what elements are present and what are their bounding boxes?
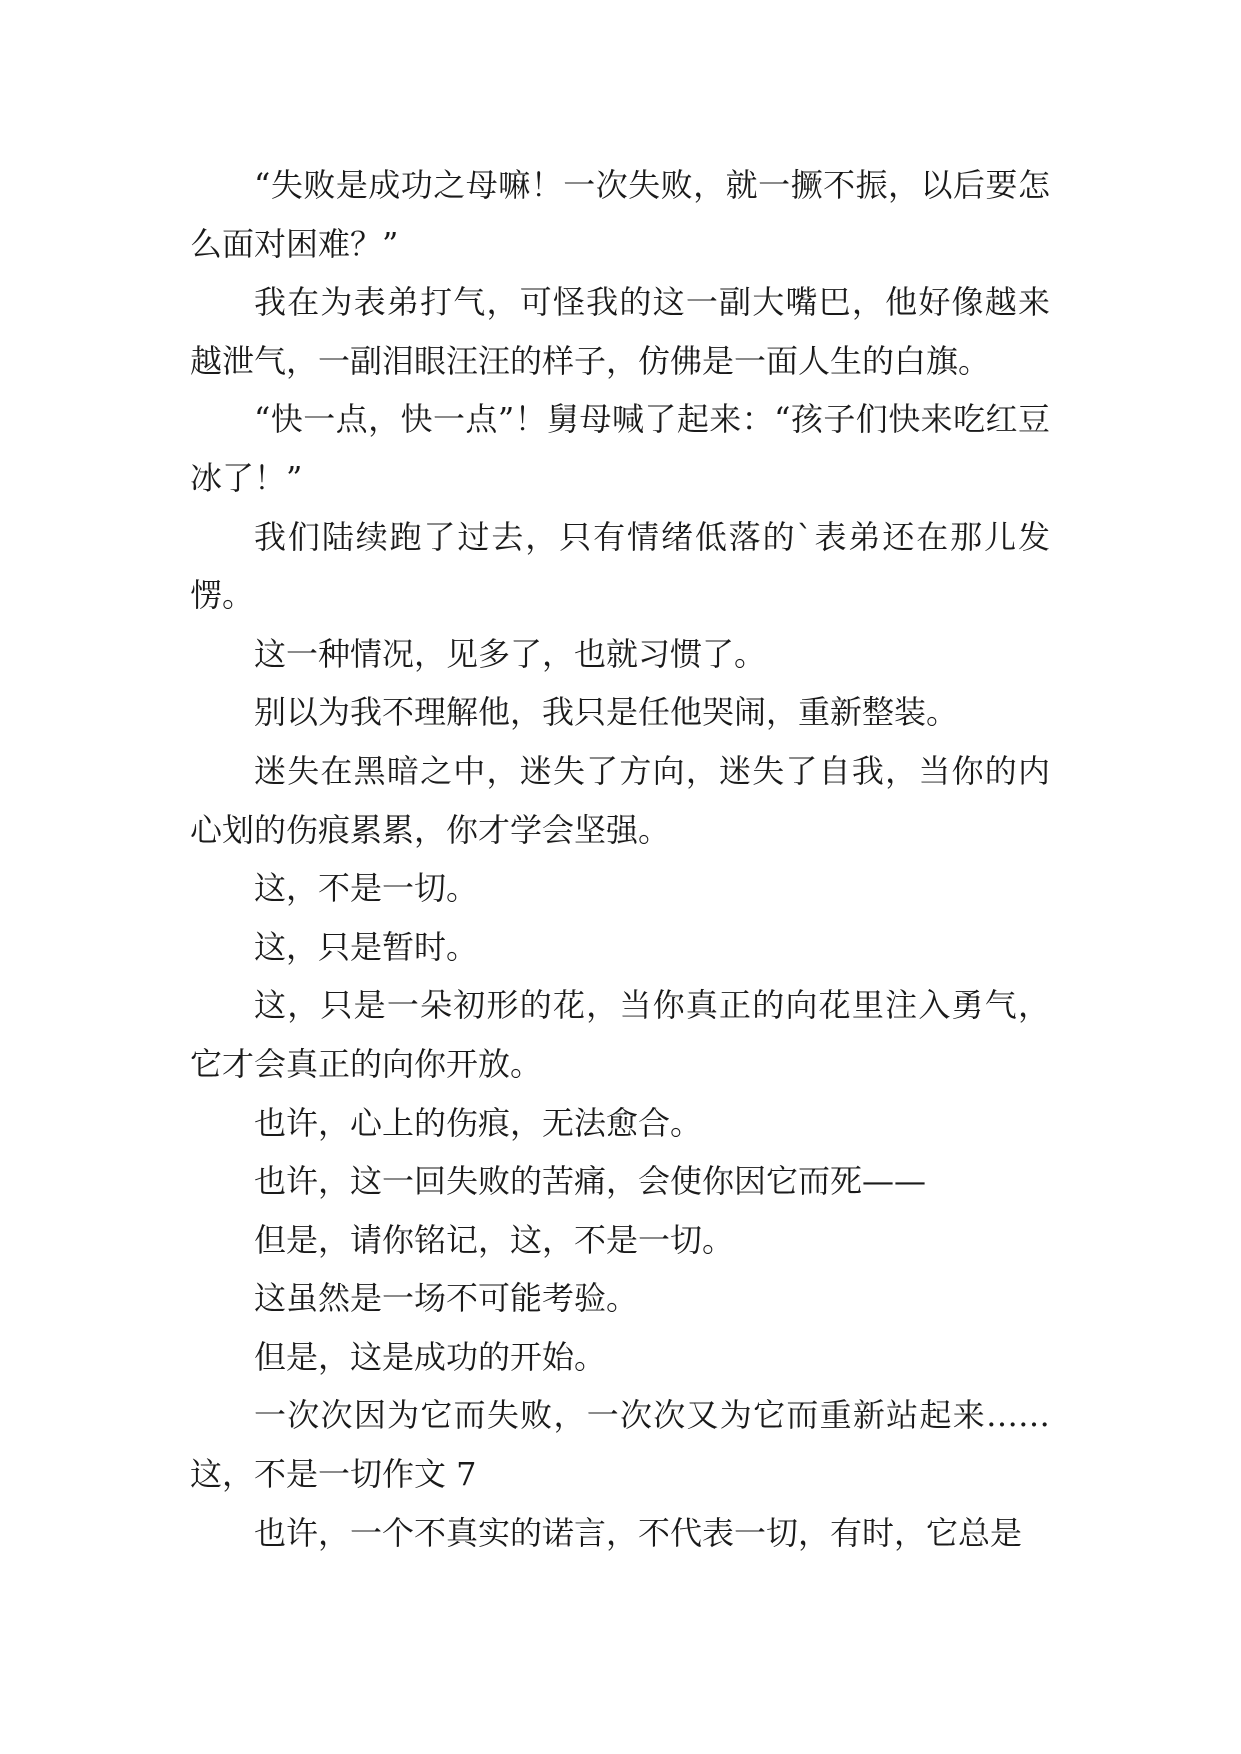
- paragraph: 这虽然是一场不可能考验。: [254, 1279, 639, 1318]
- paragraph: 也许，心上的伤痕，无法愈合。: [254, 1103, 703, 1142]
- paragraph: 这，只是一朵初形的花，当你真正的向花里注入勇气，它才会真正的向你开放。: [190, 986, 1050, 1083]
- paragraph: 迷失在黑暗之中，迷失了方向，迷失了自我，当你的内心划的伤痕累累，你才学会坚强。: [190, 751, 1050, 849]
- paragraph: 我在为表弟打气，可怪我的这一副大嘴巴，他好像越来越泄气，一副泪眼汪汪的样子，仿佛是一面人生的白旗。: [190, 283, 1050, 380]
- paragraph: 这一种情况，见多了，也就习惯了。: [254, 634, 767, 673]
- article-body: [190, 156, 1050, 1562]
- paragraph: “快一点，快一点”！舅母喊了起来：“孩子们快来吃红豆冰了！”: [190, 400, 1050, 497]
- paragraph: 也许，这一回失败的苦痛，会使你因它而死——: [254, 1162, 927, 1201]
- paragraph: “失败是成功之母嘛！一次失败，就一撅不振，以后要怎么面对困难？”: [190, 166, 1050, 263]
- paragraph: 这，不是一切。: [254, 869, 479, 908]
- paragraph: 也许，一个不真实的诺言，不代表一切，有时，它总是: [254, 1513, 1023, 1552]
- paragraph: 我们陆续跑了过去，只有情绪低落的`表弟还在那儿发愣。: [190, 517, 1050, 615]
- paragraph: 但是，请你铭记，这，不是一切。: [254, 1220, 735, 1259]
- paragraph: 一次次因为它而失败，一次次又为它而重新站起来……这，不是一切作文 7: [190, 1396, 1050, 1494]
- paragraph: 这，只是暂时。: [254, 927, 479, 966]
- paragraph: 别以为我不理解他，我只是任他哭闹，重新整装。: [254, 693, 959, 732]
- paragraph: 但是，这是成功的开始。: [254, 1337, 607, 1376]
